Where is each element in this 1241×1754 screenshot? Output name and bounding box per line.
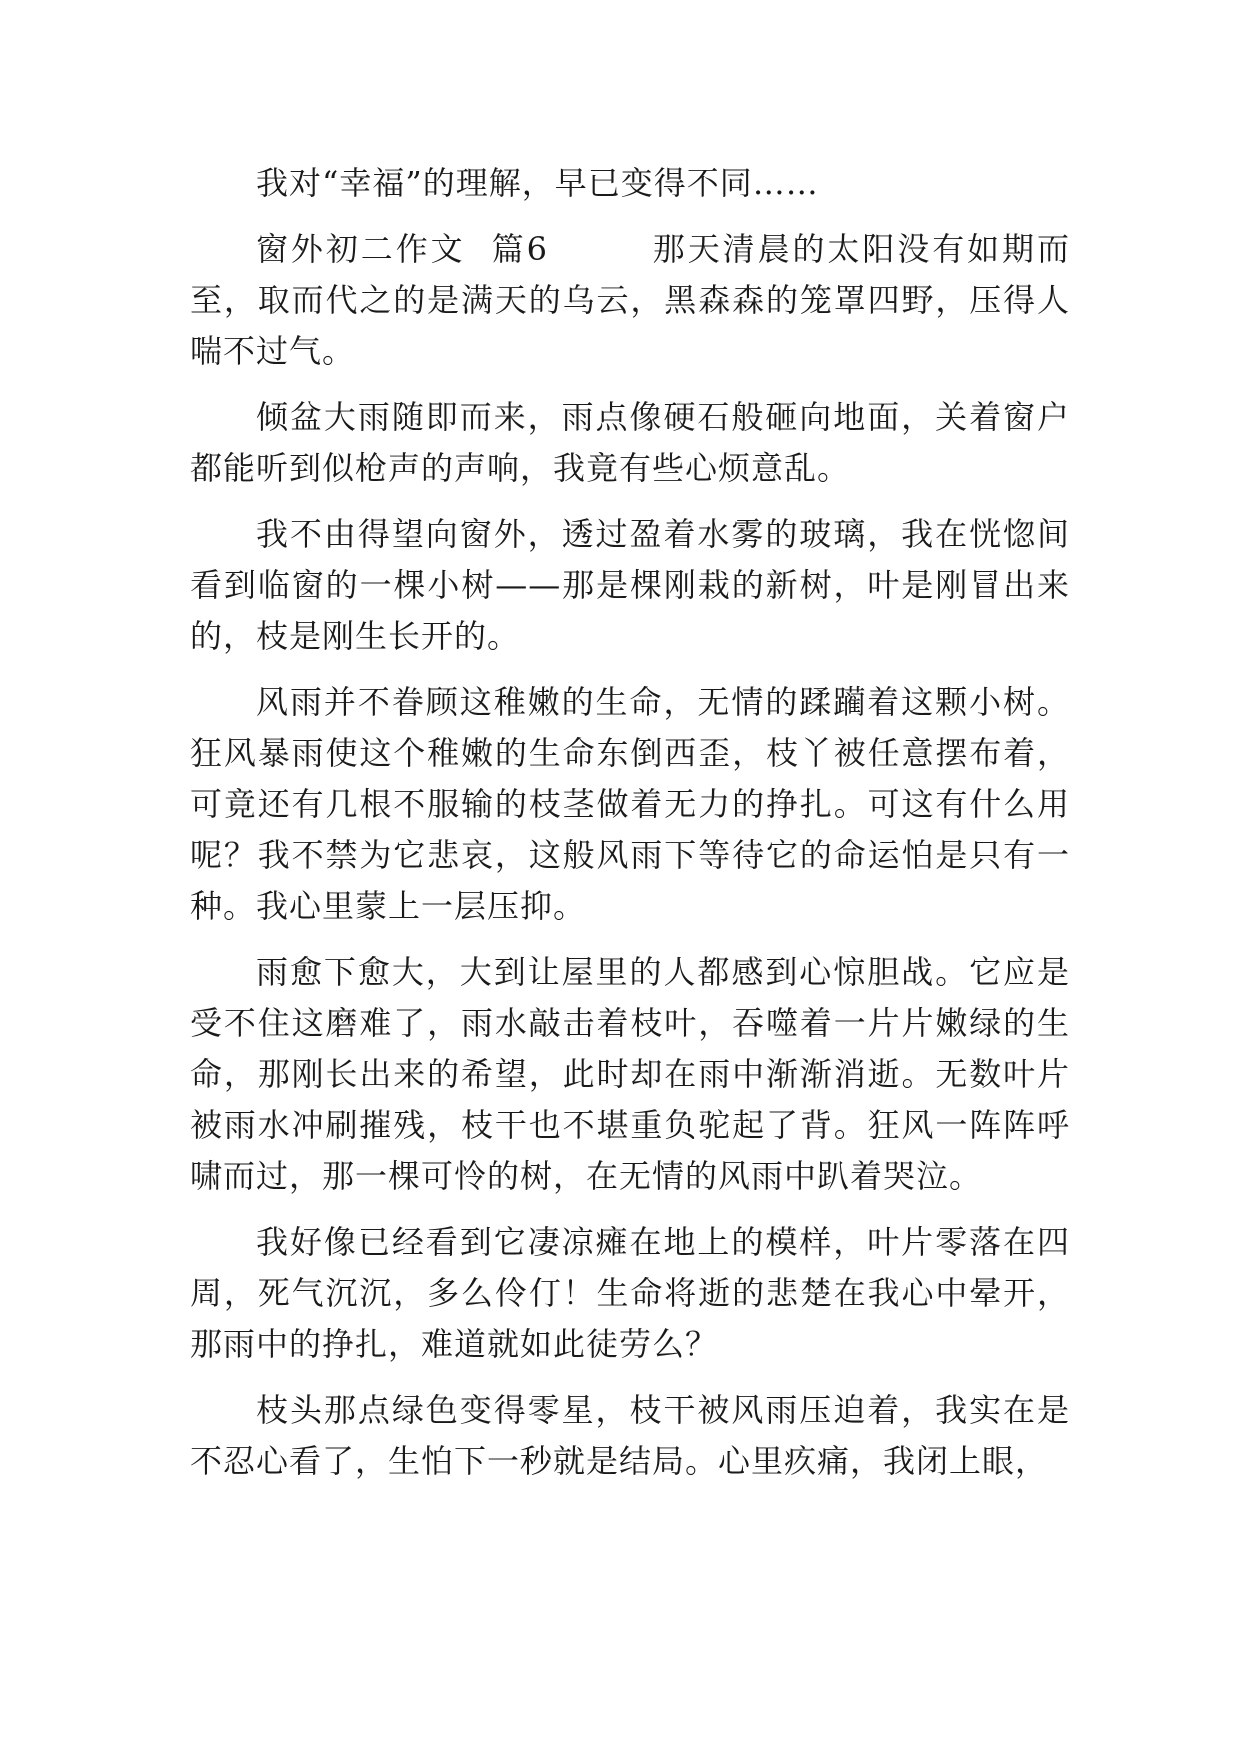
paragraph: 雨愈下愈大，大到让屋里的人都感到心惊胆战。它应是受不住这磨难了，雨水敲击着枝叶，吞噬着一片片嫩绿的生命，那刚长出来的希望，此时却在雨中渐渐消逝。无数叶片被雨水冲刷摧残，枝干也不堪重负驼起了背。狂风一阵阵呼啸而过，那一棵可怜的树，在无情的风雨中趴着哭泣。 [190,953,1070,1195]
essay-body [190,158,1070,1502]
paragraph: 倾盆大雨随即而来，雨点像硬石般砸向地面，关着窗户都能听到似枪声的声响，我竟有些心烦意乱。 [190,398,1070,487]
paragraph: 枝头那点绿色变得零星，枝干被风雨压迫着，我实在是不忍心看了，生怕下一秒就是结局。心里疚痛，我闭上眼， [190,1391,1070,1480]
paragraph: 风雨并不眷顾这稚嫩的生命，无情的蹂躏着这颗小树。狂风暴雨使这个稚嫩的生命东倒西歪，枝丫被任意摆布着，可竟还有几根不服输的枝茎做着无力的挣扎。可这有什么用呢？我不禁为它悲哀，这般风雨下等待它的命运怕是只有一种。我心里蒙上一层压抑。 [190,683,1070,925]
paragraph: 我对“幸福”的理解，早已变得不同…… [256,164,819,202]
paragraph: 窗外初二作文 篇6 那天清晨的太阳没有如期而至，取而代之的是满天的乌云，黑森森的笼罩四野，压得人喘不过气。 [190,230,1070,370]
paragraph: 我不由得望向窗外，透过盈着水雾的玻璃，我在恍惚间看到临窗的一棵小树——那是棵刚栽的新树，叶是刚冒出来的，枝是刚生长开的。 [190,515,1070,655]
paragraph: 我好像已经看到它凄凉瘫在地上的模样，叶片零落在四周，死气沉沉，多么伶仃！生命将逝的悲楚在我心中晕开，那雨中的挣扎，难道就如此徒劳么？ [190,1223,1070,1363]
